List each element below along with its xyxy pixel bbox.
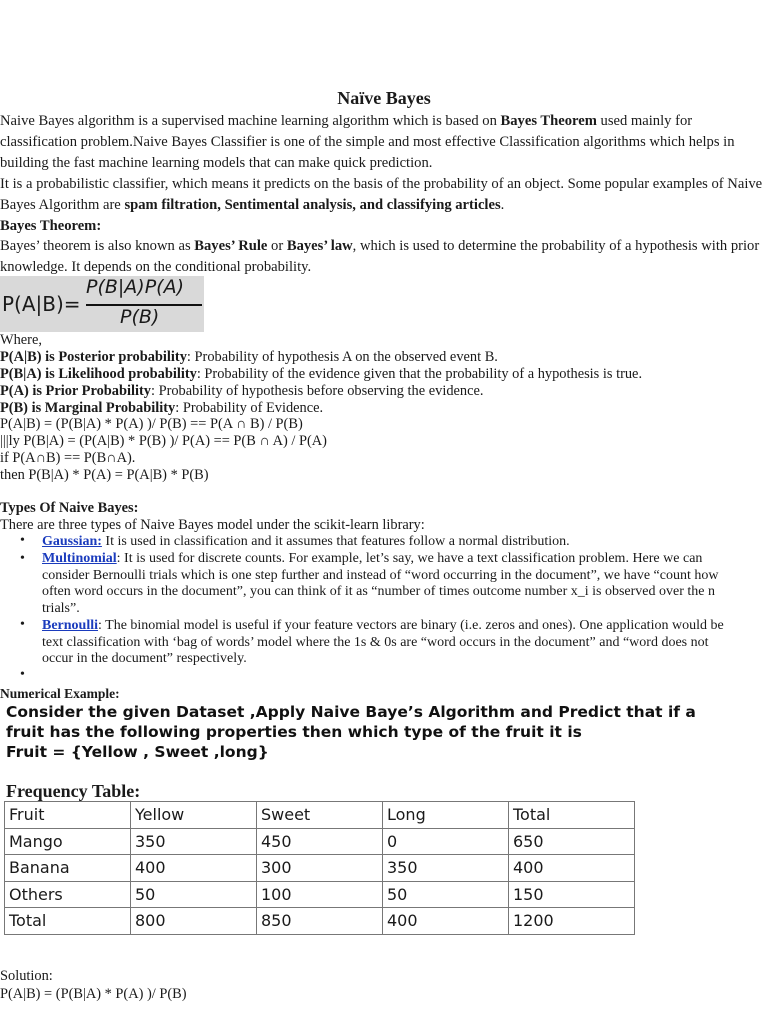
- definition-posterior: P(A|B) is Posterior probability: Probability of hypothesis A on the observed event B.: [0, 349, 498, 365]
- table-cell: 850: [257, 908, 383, 935]
- table-row: [5, 828, 635, 855]
- table-cell: 100: [257, 881, 383, 908]
- table-cell: 800: [131, 908, 257, 935]
- table-row: [5, 855, 635, 882]
- table-cell: 400: [509, 855, 635, 882]
- bullet-icon: •: [20, 551, 25, 566]
- bayes-paragraph: Bayes’ theorem is also known as Bayes’ Rule or Bayes’ law, which is used to determine the probability of a hypothesis with prior knowledge. It depends on the conditional probability.: [0, 238, 760, 275]
- table-cell: Long: [383, 802, 509, 829]
- table-row: [5, 908, 635, 935]
- bayes-formula-image: [0, 276, 204, 332]
- types-heading: Types Of Naive Bayes:: [0, 500, 139, 516]
- table-cell: 300: [257, 855, 383, 882]
- intro-paragraph-1: Naive Bayes algorithm is a supervised machine learning algorithm which is based on Bayes Theorem used mainly for classification problem.Naive Bayes Classifier is one of the simple and most effective Classification algorithms which helps in building the fast machine learning models that can make quick prediction.: [0, 113, 735, 171]
- question-line-2: fruit has the following properties then which type of the fruit it is: [6, 723, 582, 741]
- types-intro: There are three types of Naive Bayes model under the scikit-learn library:: [0, 517, 425, 533]
- table-cell: Mango: [5, 828, 131, 855]
- list-item-multinomial: Multinomial: It is used for discrete counts. For example, let’s say, we have a text classification problem. Here we can consider Bernoulli trials which is one step further and instead of “word occurring in the document”, we have “count how often word occurs in the document”, you can think of it as “number of times outcome number x_i is observed over the n trials”.: [42, 551, 719, 616]
- table-cell: 50: [383, 881, 509, 908]
- table-cell: Banana: [5, 855, 131, 882]
- bayes-theorem-emphasis: Bayes Theorem: [500, 113, 597, 129]
- list-item-bernoulli: Bernoulli: The binomial model is useful if your feature vectors are binary (i.e. zeros and ones). One application would be text classification with ‘bag of words’ model where the 1s & 0s are “word occurs in the document” and “word does not occur in the document” respectively.: [42, 618, 724, 666]
- table-cell: Yellow: [131, 802, 257, 829]
- multinomial-link[interactable]: Multinomial: [42, 551, 117, 566]
- table-row: [5, 881, 635, 908]
- table-cell: 50: [131, 881, 257, 908]
- table-cell: Others: [5, 881, 131, 908]
- bullet-icon: •: [20, 667, 25, 682]
- bullet-icon: •: [20, 533, 25, 548]
- question-line-3: Fruit = {Yellow , Sweet ,long}: [6, 743, 269, 761]
- table-row: [5, 802, 635, 829]
- bayes-heading: Bayes Theorem:: [0, 218, 102, 234]
- definition-likelihood: P(B|A) is Likelihood probability: Probability of the evidence given that the probability of a hypothesis is true.: [0, 366, 643, 382]
- equation-1: P(A|B) = (P(B|A) * P(A) )/ P(B) == P(A ∩ B) / P(B): [0, 416, 303, 432]
- table-cell: 150: [509, 881, 635, 908]
- equation-2: |||ly P(B|A) = (P(A|B) * P(B) )/ P(A) == P(B ∩ A) / P(A): [0, 433, 327, 449]
- formula-lhs: P(A|B)=: [2, 292, 81, 316]
- where-label: Where,: [0, 332, 42, 348]
- table-cell: 350: [131, 828, 257, 855]
- intro-paragraph-2: It is a probabilistic classifier, which means it predicts on the basis of the probability of an object. Some popular examples of Naive Bayes Algorithm are spam filtration, Sentimental analysis, and classifying articles.: [0, 176, 763, 213]
- table-cell: 450: [257, 828, 383, 855]
- numerical-heading: Numerical Example:: [0, 686, 120, 701]
- list-item-gaussian: Gaussian: It is used in classification and it assumes that features follow a normal distribution.: [42, 534, 570, 549]
- equation-4: then P(B|A) * P(A) = P(A|B) * P(B): [0, 467, 209, 483]
- table-cell: Fruit: [5, 802, 131, 829]
- solution-equation: P(A|B) = (P(B|A) * P(A) )/ P(B): [0, 986, 187, 1002]
- table-cell: 350: [383, 855, 509, 882]
- table-cell: Total: [509, 802, 635, 829]
- question-line-1: Consider the given Dataset ,Apply Naive Baye’s Algorithm and Predict that if a: [6, 703, 696, 721]
- definition-prior: P(A) is Prior Probability: Probability of hypothesis before observing the evidence.: [0, 383, 484, 399]
- table-cell: Sweet: [257, 802, 383, 829]
- page-title: Naïve Bayes: [337, 88, 431, 108]
- table-cell: Total: [5, 908, 131, 935]
- table-cell: 400: [131, 855, 257, 882]
- table-cell: 400: [383, 908, 509, 935]
- formula-numerator: P(B|A)P(A): [86, 276, 184, 298]
- frequency-table-title: Frequency Table:: [6, 781, 141, 801]
- examples-emphasis: spam filtration, Sentimental analysis, and classifying articles: [124, 197, 501, 213]
- solution-label: Solution:: [0, 968, 53, 984]
- table-cell: 0: [383, 828, 509, 855]
- bernoulli-link[interactable]: Bernoulli: [42, 618, 99, 633]
- table-cell: 1200: [509, 908, 635, 935]
- definition-marginal: P(B) is Marginal Probability: Probability of Evidence.: [0, 400, 324, 416]
- gaussian-link[interactable]: Gaussian:: [42, 534, 102, 549]
- formula-denominator: P(B): [120, 306, 160, 328]
- bullet-icon: •: [20, 617, 25, 632]
- table-cell: 650: [509, 828, 635, 855]
- equation-3: if P(A∩B) == P(B∩A).: [0, 450, 136, 466]
- frequency-table: [4, 801, 635, 935]
